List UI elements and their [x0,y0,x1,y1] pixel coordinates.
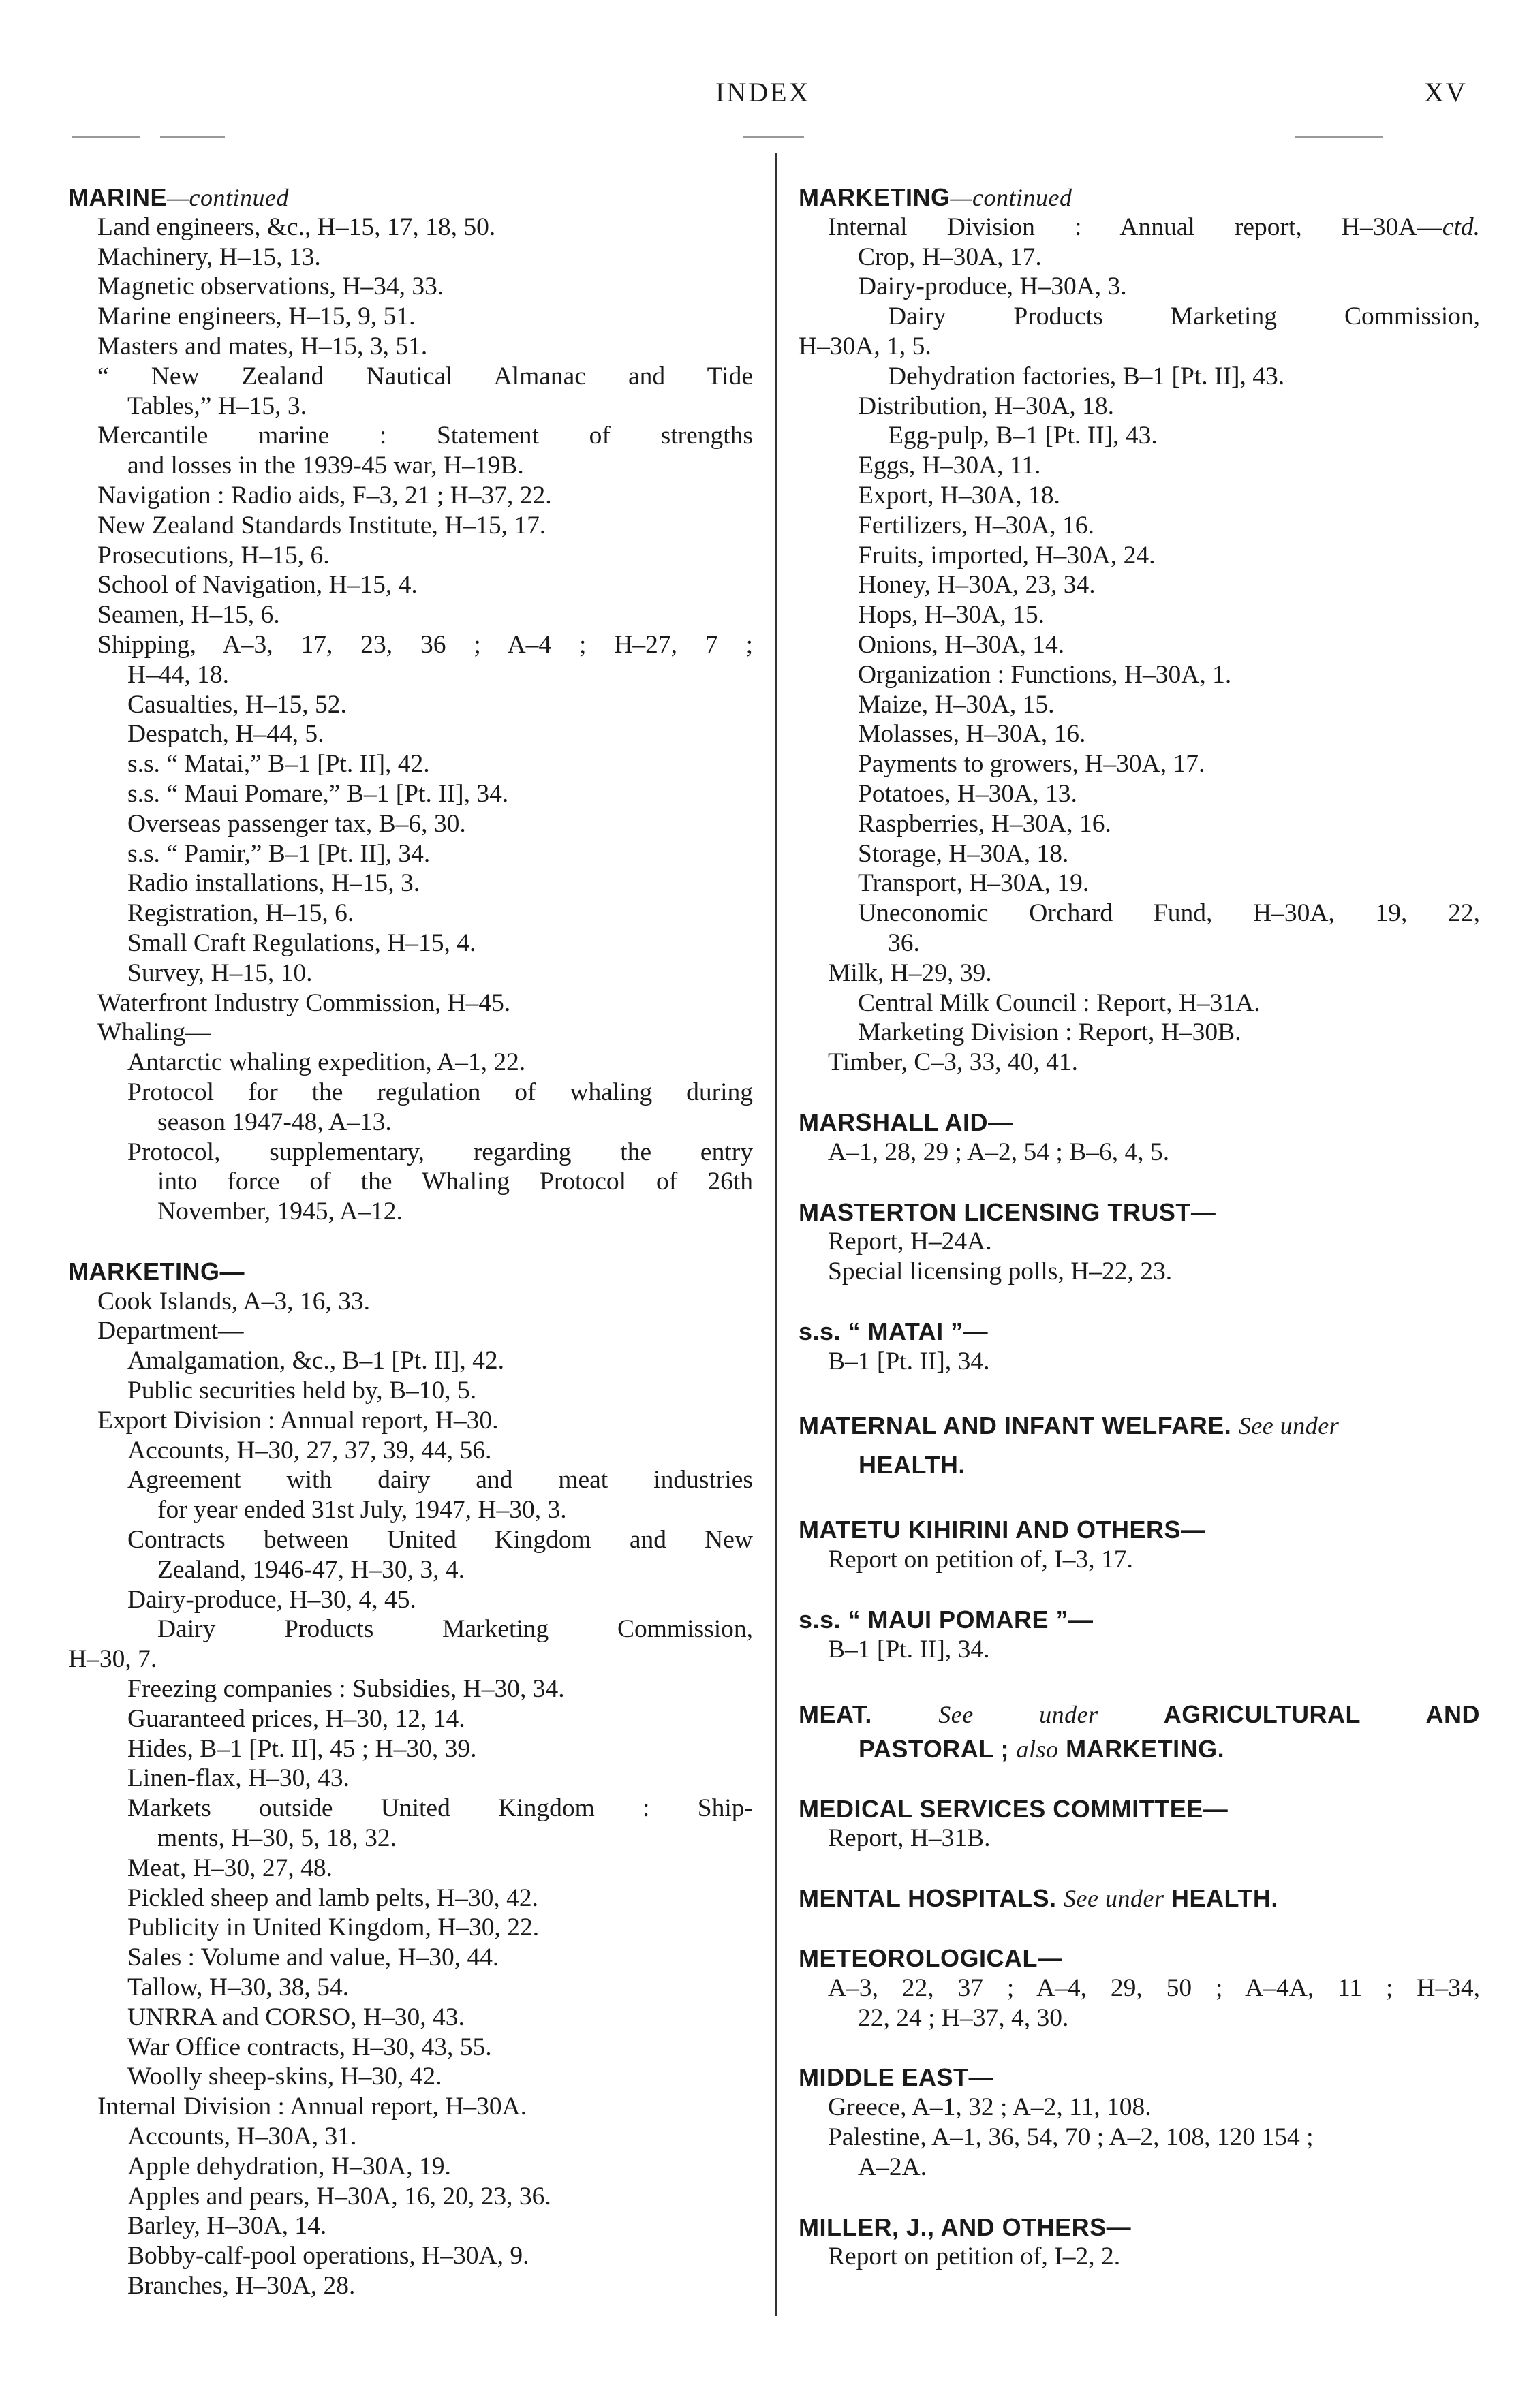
index-entry [68,451,753,481]
index-entry [68,1048,753,1078]
index-entry [799,481,1480,511]
heading-continued: —continued [950,184,1072,211]
entry-text: Potatoes, H–30A, 13. [858,779,1077,808]
index-entry [68,1883,753,1913]
entry-text: Contracts between United Kingdom and New [127,1526,753,1554]
entry-text: Egg-pulp, B–1 [Pt. II], 43. [888,422,1158,450]
entry-text: Antarctic whaling expedition, A–1, 22. [127,1048,526,1077]
entry-text: Shipping, A–3, 17, 23, 36 ; A–4 ; H–27, 7 ; [97,630,753,659]
entry-text: Greece, A–1, 32 ; A–2, 11, 108. [828,2093,1152,2122]
index-entry [68,690,753,720]
entry-text: Internal Division : Annual report, H–30A. [97,2093,527,2121]
entry-text: Branches, H–30A, 28. [127,2271,356,2300]
index-entry [68,362,753,392]
index-entry [68,660,753,690]
index-entry [68,1197,753,1227]
entry-text: Bobby-calf-pool operations, H–30A, 9. [127,2242,529,2270]
entry-text: A–2A. [858,2153,927,2181]
index-heading-see [799,1695,1480,1764]
entry-text: H–30, 7. [68,1645,157,1674]
entry-text: and losses in the 1939-45 war, H–19B. [127,452,524,480]
see-under: See under [938,1700,1098,1728]
entry-text: November, 1945, A–12. [157,1198,403,1226]
heading-text: MATETU KIHIRINI AND OTHERS— [799,1516,1206,1544]
entry-text: Public securities held by, B–10, 5. [127,1377,477,1405]
entry-text: Hops, H–30A, 15. [858,601,1045,629]
entry-text: Dairy Products Marketing Commission, [888,302,1480,331]
index-entry [799,392,1480,422]
entry-text: Dairy Products Marketing Commission, [157,1615,753,1644]
entry-text: Hides, B–1 [Pt. II], 45 ; H–30, 39. [127,1734,477,1763]
section-gap [799,1854,1480,1883]
entry-text: Accounts, H–30, 27, 37, 39, 44, 56. [127,1436,492,1465]
index-entry [799,362,1480,392]
entry-text: Woolly sheep-skins, H–30, 42. [127,2063,442,2091]
index-entry [799,630,1480,660]
index-heading [799,1794,1480,1824]
column-divider [775,153,777,2316]
index-entry [799,1227,1480,1257]
entry-text: Registration, H–15, 6. [127,899,354,928]
index-entry [799,302,1480,332]
index-entry [799,988,1480,1018]
index-entry [68,1406,753,1436]
index-heading-see [799,1406,1480,1485]
see-under: See under [1064,1885,1164,1913]
entry-text: Dairy-produce, H–30, 4, 45. [127,1585,416,1614]
entry-text: Survey, H–15, 10. [127,958,313,987]
index-entry [68,272,753,302]
index-entry [68,392,753,422]
index-entry [799,243,1480,272]
entry-text: Honey, H–30A, 23, 34. [858,571,1096,599]
header-rule-left-2 [160,136,225,138]
index-heading [68,183,753,213]
index-entry [68,1644,753,1674]
index-entry [799,869,1480,898]
entry-text: Distribution, H–30A, 18. [858,392,1115,420]
entry-text: Uneconomic Orchard Fund, H–30A, 19, 22, [858,899,1480,928]
entry-text: H–30A, 1, 5. [799,332,931,360]
entry-text: Small Craft Regulations, H–15, 4. [127,928,476,957]
entry-text: s.s. “ Matai,” B–1 [Pt. II], 42. [127,750,430,779]
entry-text: Seamen, H–15, 6. [97,601,280,629]
entry-text: Navigation : Radio aids, F–3, 21 ; H–37, 22. [97,481,552,510]
index-entry [799,660,1480,690]
heading-text: METEOROLOGICAL— [799,1944,1063,1973]
entry-text: Apple dehydration, H–30A, 19. [127,2152,451,2180]
entry-text: Overseas passenger tax, B–6, 30. [127,809,466,838]
entry-text: UNRRA and CORSO, H–30, 43. [127,2003,465,2031]
entry-text: Report, H–31B. [828,1824,991,1853]
cross-ref: HEALTH. [859,1451,966,1480]
index-heading [799,1943,1480,1973]
entry-text: Internal Division : Annual report, H–30A— [828,213,1442,241]
entry-text: Marketing Division : Report, H–30B. [858,1018,1241,1047]
index-entry [68,1525,753,1555]
entry-text: Accounts, H–30A, 31. [127,2123,357,2151]
see-under: See under [1238,1412,1340,1440]
entry-text: Casualties, H–15, 52. [127,690,347,719]
section-gap [68,1227,753,1257]
entry-text: H–44, 18. [127,660,229,689]
entry-text: Eggs, H–30A, 11. [858,452,1041,480]
index-entry [799,541,1480,571]
entry-text: “ New Zealand Nautical Almanac and Tide [97,362,753,390]
index-entry [799,272,1480,302]
index-entry [68,1973,753,2003]
index-entry [799,928,1480,958]
entry-text: Maize, H–30A, 15. [858,690,1055,719]
entry-text: Freezing companies : Subsidies, H–30, 34. [127,1675,565,1704]
page-number: XV [1424,77,1468,108]
entry-text: Timber, C–3, 33, 40, 41. [828,1048,1078,1077]
page-header [0,76,1529,117]
index-heading [799,2212,1480,2242]
page-title: INDEX [715,77,811,108]
header-rule-center [743,136,804,138]
index-heading [799,183,1480,213]
index-entry [68,839,753,869]
index-entry [799,1545,1480,1575]
entry-text: Amalgamation, &c., B–1 [Pt. II], 42. [127,1347,505,1375]
entry-text: Raspberries, H–30A, 16. [858,809,1111,838]
entry-text: Onions, H–30A, 14. [858,630,1065,659]
entry-text: A–1, 28, 29 ; A–2, 54 ; B–6, 4, 5. [828,1138,1170,1166]
entry-text: Protocol, supplementary, regarding the entry [127,1138,753,1166]
index-entry [799,2123,1480,2153]
index-entry [68,2092,753,2122]
index-entry [68,1764,753,1794]
entry-text: Whaling— [97,1018,211,1047]
heading-text: MARKETING [799,183,951,211]
header-rule-left [72,136,140,138]
entry-text: Export Division : Annual report, H–30. [97,1406,499,1435]
index-entry [799,2003,1480,2033]
index-entry [799,779,1480,809]
heading-continued: —continued [167,184,289,211]
heading-text: s.s. “ MAUI POMARE ”— [799,1606,1094,1634]
index-entry [68,1674,753,1704]
section-gap [799,1078,1480,1108]
section-gap [799,1575,1480,1605]
heading-text: MARKETING— [68,1257,245,1285]
index-entry [799,839,1480,869]
entry-text: Machinery, H–15, 13. [97,243,321,271]
entry-text: Markets outside United Kingdom : Ship- [127,1794,753,1823]
index-entry [799,958,1480,988]
index-entry [68,1018,753,1048]
entry-text: New Zealand Standards Institute, H–15, 17. [97,511,546,540]
index-entry [68,898,753,928]
entry-text: ments, H–30, 5, 18, 32. [157,1824,397,1853]
index-entry [68,2122,753,2152]
also: also [1016,1735,1059,1763]
entry-text: Department— [97,1317,244,1345]
index-entry [799,898,1480,928]
index-entry [68,869,753,898]
index-entry [68,630,753,660]
index-heading [799,1198,1480,1228]
entry-text: Fruits, imported, H–30A, 24. [858,541,1156,569]
entry-text: Mercantile marine : Statement of strengths [97,422,753,450]
index-entry [68,1794,753,1824]
index-entry [68,719,753,749]
cross-ref: PASTORAL ; [859,1734,1010,1763]
index-entry [68,1495,753,1525]
entry-text: Zealand, 1946-47, H–30, 3, 4. [157,1555,465,1584]
index-heading-see [799,1883,1480,1913]
heading-text: s.s. “ MATAI ”— [799,1317,989,1345]
entry-text: Meat, H–30, 27, 48. [127,1854,333,1882]
index-entry [68,1287,753,1317]
index-heading [799,1317,1480,1347]
heading-text: MARINE [68,183,167,211]
entry-text: Transport, H–30A, 19. [858,869,1090,898]
entry-text: Tables,” H–15, 3. [127,392,307,420]
index-entry [68,1943,753,1973]
index-entry [68,1585,753,1615]
index-entry [68,421,753,451]
entry-text: Tallow, H–30, 38, 54. [127,1973,350,2002]
entry-text: 36. [888,928,920,957]
index-entry [68,1465,753,1495]
section-gap [799,2183,1480,2212]
index-entry [799,2242,1480,2272]
entry-text: Report, H–24A. [828,1228,992,1256]
index-entry [799,213,1480,243]
heading-text: MIDDLE EAST— [799,2063,994,2092]
index-entry [68,2271,753,2301]
heading-text: MEAT. [799,1700,872,1728]
index-entry [799,1824,1480,1854]
heading-text: MASTERTON LICENSING TRUST— [799,1198,1216,1226]
entry-text: Publicity in United Kingdom, H–30, 22. [127,1913,540,1942]
index-entry [68,2152,753,2182]
index-entry [68,809,753,839]
index-entry [68,481,753,511]
entry-text: Linen-flax, H–30, 43. [127,1764,350,1793]
index-column-right [799,183,1480,2272]
index-entry [68,1167,753,1197]
entry-text: Magnetic observations, H–34, 33. [97,272,444,301]
entry-text: Fertilizers, H–30A, 16. [858,511,1094,540]
entry-text: Palestine, A–1, 36, 54, 70 ; A–2, 108, 120 154 ; [828,2123,1314,2152]
entry-text: season 1947-48, A–13. [157,1108,392,1136]
index-heading [799,1108,1480,1138]
index-entry [68,1138,753,1168]
entry-text: School of Navigation, H–15, 4. [97,571,418,599]
index-entry [68,1614,753,1644]
index-entry [68,1376,753,1406]
entry-text: Export, H–30A, 18. [858,481,1060,510]
index-heading [799,1515,1480,1545]
section-gap [799,1665,1480,1695]
heading-text: MENTAL HOSPITALS. [799,1884,1057,1913]
index-entry [68,2062,753,2092]
index-entry [68,1734,753,1764]
index-entry [799,1973,1480,2003]
index-entry [68,332,753,362]
entry-text: Special licensing polls, H–22, 23. [828,1257,1173,1286]
entry-text: Apples and pears, H–30A, 16, 20, 23, 36. [127,2182,551,2210]
index-entry [68,243,753,272]
section-gap [799,1376,1480,1406]
index-entry [68,1078,753,1108]
index-entry [799,1257,1480,1287]
entry-text: Masters and mates, H–15, 3, 51. [97,332,428,360]
entry-text: Land engineers, &c., H–15, 17, 18, 50. [97,213,496,241]
entry-text: Dehydration factories, B–1 [Pt. II], 43. [888,362,1285,390]
entry-text: Storage, H–30A, 18. [858,839,1069,868]
index-entry [799,1138,1480,1168]
index-entry [799,1048,1480,1078]
entry-text: 22, 24 ; H–37, 4, 30. [858,2003,1069,2032]
index-entry [68,1555,753,1585]
index-entry [799,1347,1480,1377]
index-entry [799,1018,1480,1048]
section-gap [799,1485,1480,1515]
index-entry [68,511,753,541]
section-gap [799,2033,1480,2063]
entry-text: B–1 [Pt. II], 34. [828,1635,990,1663]
index-entry [68,1108,753,1138]
entry-text: Despatch, H–44, 5. [127,720,324,749]
entry-text: Organization : Functions, H–30A, 1. [858,660,1232,689]
index-entry [68,928,753,958]
section-gap [799,1764,1480,1794]
entry-text: Crop, H–30A, 17. [858,243,1042,271]
index-heading [68,1257,753,1287]
index-entry [68,2241,753,2271]
index-entry [799,570,1480,600]
index-entry [68,1316,753,1346]
entry-text: Marine engineers, H–15, 9, 51. [97,302,416,331]
entry-text: Guaranteed prices, H–30, 12, 14. [127,1704,465,1733]
index-entry [799,719,1480,749]
section-gap [799,1168,1480,1198]
entry-text: Radio installations, H–15, 3. [127,869,420,898]
index-entry [799,511,1480,541]
index-entry [68,988,753,1018]
entry-text: Prosecutions, H–15, 6. [97,541,330,569]
entry-continued: ctd. [1442,213,1480,241]
index-entry [68,1436,753,1466]
index-entry [68,2182,753,2212]
index-entry [68,570,753,600]
cross-ref: MARKETING. [1066,1734,1225,1763]
index-entry [799,1635,1480,1665]
heading-text: MARSHALL AID— [799,1108,1013,1136]
index-entry [68,2033,753,2063]
index-column-left [68,183,753,2301]
index-entry [799,2153,1480,2183]
index-entry [68,2211,753,2241]
entry-text: Sales : Volume and value, H–30, 44. [127,1943,499,1972]
index-entry [68,779,753,809]
heading-text: MATERNAL AND INFANT WELFARE. [799,1411,1232,1440]
entry-text: Dairy-produce, H–30A, 3. [858,272,1127,301]
entry-text: War Office contracts, H–30, 43, 55. [127,2033,492,2061]
index-entry [799,332,1480,362]
entry-text: Report on petition of, I–3, 17. [828,1546,1133,1574]
heading-text: MILLER, J., AND OTHERS— [799,2212,1132,2241]
section-gap [799,1913,1480,1943]
index-entry [68,749,753,779]
index-entry [68,958,753,988]
index-entry [68,1824,753,1854]
entry-text: Barley, H–30A, 14. [127,2212,327,2240]
index-entry [68,213,753,243]
entry-text: Protocol for the regulation of whaling during [127,1078,753,1106]
index-entry [68,1913,753,1943]
entry-text: B–1 [Pt. II], 34. [828,1347,990,1375]
entry-text: for year ended 31st July, 1947, H–30, 3. [157,1496,567,1524]
entry-text: Report on petition of, I–2, 2. [828,2242,1121,2271]
index-entry [799,451,1480,481]
entry-text: Molasses, H–30A, 16. [858,720,1086,749]
entry-text: into force of the Whaling Protocol of 26th [157,1168,753,1196]
index-entry [68,302,753,332]
entry-text: Agreement with dairy and meat industries [127,1466,753,1495]
index-entry [68,1854,753,1883]
header-rule-right [1295,136,1383,138]
entry-text: Milk, H–29, 39. [828,958,992,987]
index-entry [799,809,1480,839]
section-gap [799,1287,1480,1317]
entry-text: s.s. “ Pamir,” B–1 [Pt. II], 34. [127,839,431,868]
heading-text: MEDICAL SERVICES COMMITTEE— [799,1794,1229,1823]
entry-text: s.s. “ Maui Pomare,” B–1 [Pt. II], 34. [127,779,509,808]
index-heading [799,1605,1480,1635]
index-entry [799,2093,1480,2123]
entry-text: Payments to growers, H–30A, 17. [858,750,1205,779]
index-entry [799,749,1480,779]
index-entry [799,690,1480,720]
index-entry [68,600,753,630]
entry-text: Central Milk Council : Report, H–31A. [858,988,1261,1017]
entry-text: A–3, 22, 37 ; A–4, 29, 50 ; A–4A, 11 ; H–34, [828,1973,1480,2002]
entry-text: Pickled sheep and lamb pelts, H–30, 42. [127,1883,539,1912]
index-entry [68,541,753,571]
index-heading [799,2063,1480,2093]
entry-text: Waterfront Industry Commission, H–45. [97,988,511,1017]
index-entry [68,2003,753,2033]
entry-text: Cook Islands, A–3, 16, 33. [97,1287,371,1315]
index-entry [799,600,1480,630]
index-entry [799,421,1480,451]
cross-ref: HEALTH. [1171,1884,1278,1913]
index-entry [68,1346,753,1376]
index-entry [68,1704,753,1734]
cross-ref: AGRICULTURAL AND [1163,1700,1480,1728]
